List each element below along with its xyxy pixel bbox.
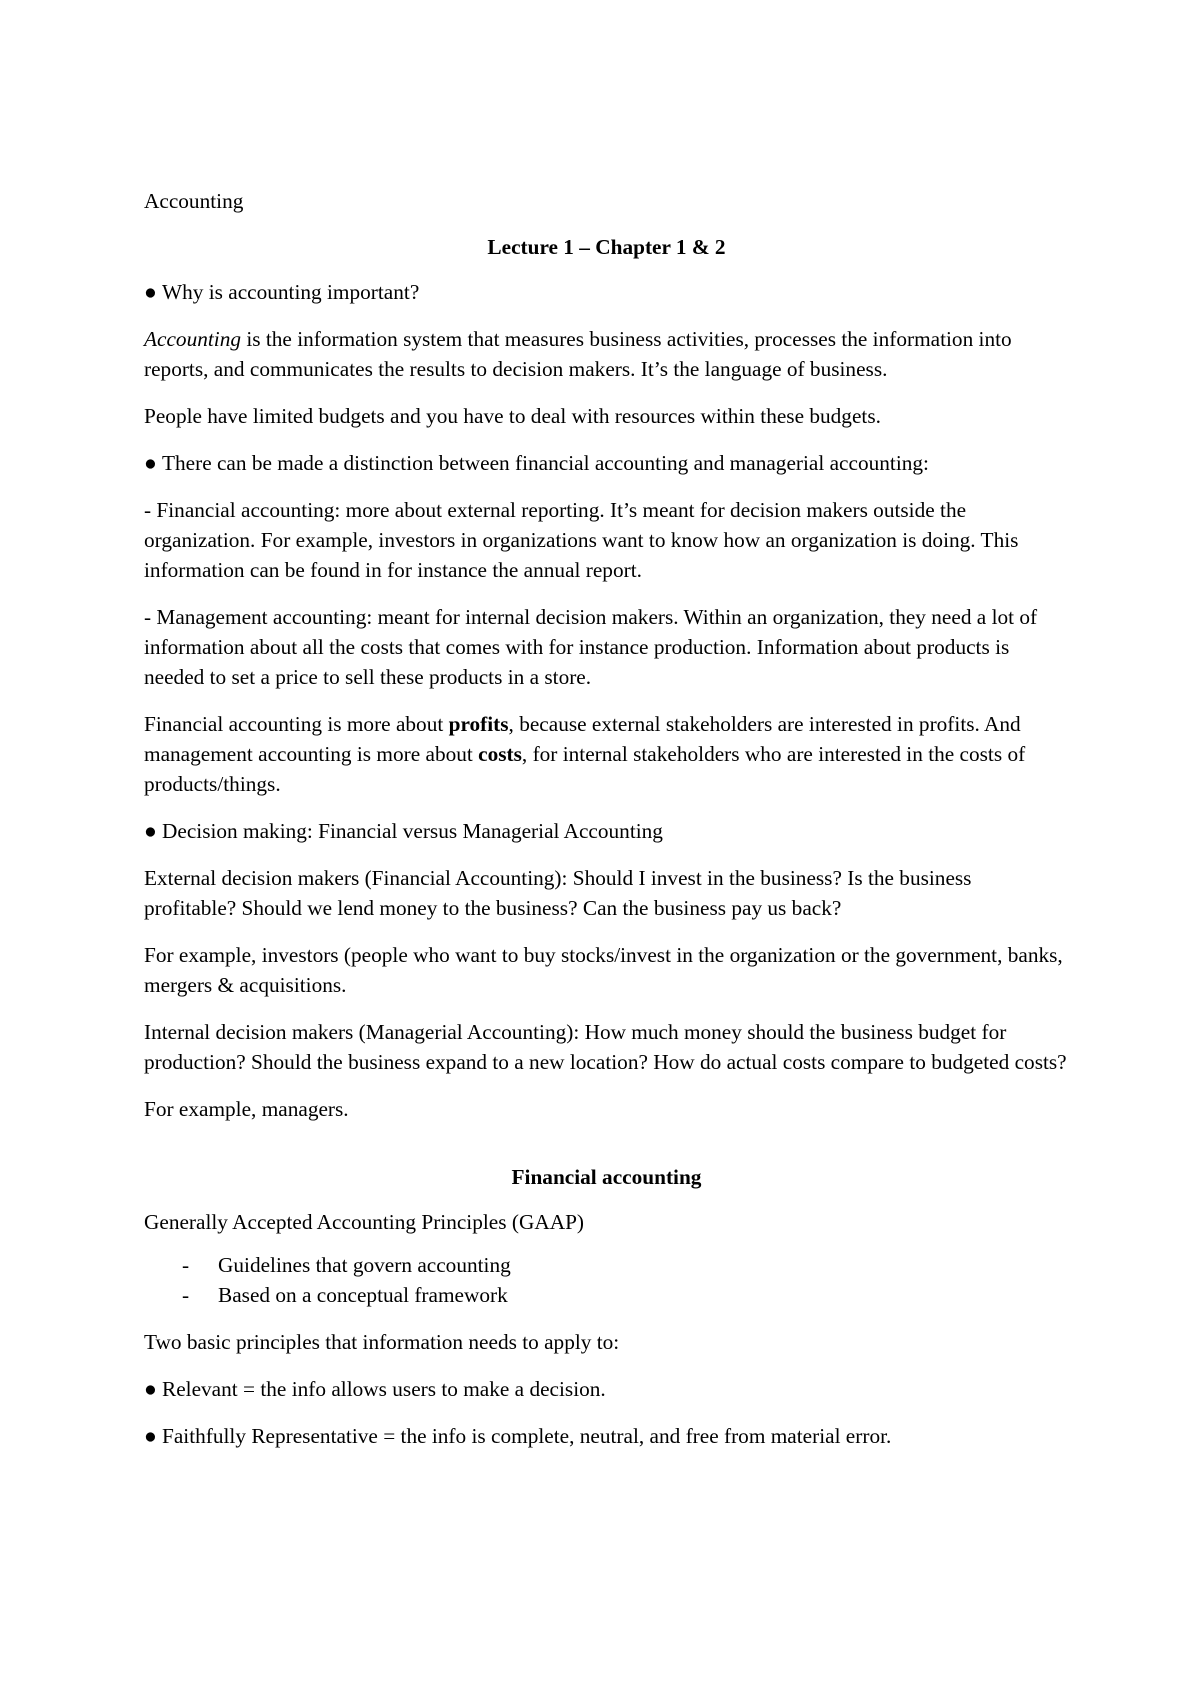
bullet-text: Relevant = the info allows users to make a decision. <box>162 1377 606 1401</box>
list-item-text: Based on a conceptual framework <box>218 1283 508 1307</box>
text-segment: Financial accounting is more about <box>144 712 449 736</box>
bullet-text: There can be made a distinction between financial accounting and managerial accounting: <box>162 451 929 475</box>
definition-term: Accounting <box>144 327 241 351</box>
list-item <box>144 1280 1069 1310</box>
document-body <box>144 186 1069 1468</box>
bullet-icon: ● <box>144 1377 157 1401</box>
external-example: For example, investors (people who want to buy stocks/invest in the organization or the government, banks, mergers & acquisitions. <box>144 943 1063 997</box>
external-decision-makers: External decision makers (Financial Accounting): Should I invest in the business? Is the business profitable? Should we lend money to the business? Can the business pay us back? <box>144 866 972 920</box>
definition-text: is the information system that measures business activities, processes the information into reports, and communicates the results to decision makers. It’s the language of business. <box>144 327 1012 381</box>
internal-decision-makers: Internal decision makers (Managerial Accounting): How much money should the business budget for production? Should the business expand to a new location? How do actual costs compare to budgeted costs? <box>144 1020 1067 1074</box>
accounting-definition <box>144 324 1069 384</box>
bullet-icon: ● <box>144 1424 157 1448</box>
bold-profits: profits <box>448 712 509 736</box>
bullet-icon: ● <box>144 819 157 843</box>
budgets-paragraph: People have limited budgets and you have to deal with resources within these budgets. <box>144 404 881 428</box>
bullet-faithful <box>144 1421 1069 1451</box>
financial-accounting-paragraph: - Financial accounting: more about external reporting. It’s meant for decision makers outside the organization. For example, investors in organizations want to know how an organization is doing. This information can be found in for instance the annual report. <box>144 498 1019 582</box>
lecture-heading: Lecture 1 – Chapter 1 & 2 <box>487 235 726 259</box>
gaap-paragraph: Generally Accepted Accounting Principles (GAAP) <box>144 1210 585 1234</box>
list-item-text: Guidelines that govern accounting <box>218 1253 511 1277</box>
bullet-text: Why is accounting important? <box>162 280 420 304</box>
text-segment: , for internal stakeholders who are interested in the costs of products/things. <box>144 742 1026 796</box>
document-title: Accounting <box>144 189 244 213</box>
management-accounting-paragraph: - Management accounting: meant for internal decision makers. Within an organization, they need a lot of information about all the costs that comes with for instance production. Information about products is needed to set a price to sell these products in a store. <box>144 605 1038 689</box>
bullet-text: Faithfully Representative = the info is complete, neutral, and free from material error. <box>162 1424 892 1448</box>
bullet-icon: ● <box>144 451 157 475</box>
dash-icon: - <box>182 1283 190 1307</box>
bullet-relevant <box>144 1374 1069 1404</box>
list-item <box>144 1250 1069 1280</box>
bullet-icon: ● <box>144 280 157 304</box>
two-principles-paragraph: Two basic principles that information needs to apply to: <box>144 1330 620 1354</box>
profits-costs-paragraph <box>144 709 1069 799</box>
internal-example: For example, managers. <box>144 1097 349 1121</box>
dash-icon: - <box>182 1253 190 1277</box>
bullet-decision-making <box>144 816 1069 846</box>
financial-accounting-heading: Financial accounting <box>511 1165 702 1189</box>
bullet-text: Decision making: Financial versus Managerial Accounting <box>162 819 663 843</box>
gaap-list <box>144 1250 1069 1310</box>
text-segment: , because external stakeholders are interested in profits. And management accounting is more about <box>144 712 1021 766</box>
bold-costs: costs <box>478 742 522 766</box>
bullet-why-important <box>144 277 1069 307</box>
bullet-distinction <box>144 448 1069 478</box>
